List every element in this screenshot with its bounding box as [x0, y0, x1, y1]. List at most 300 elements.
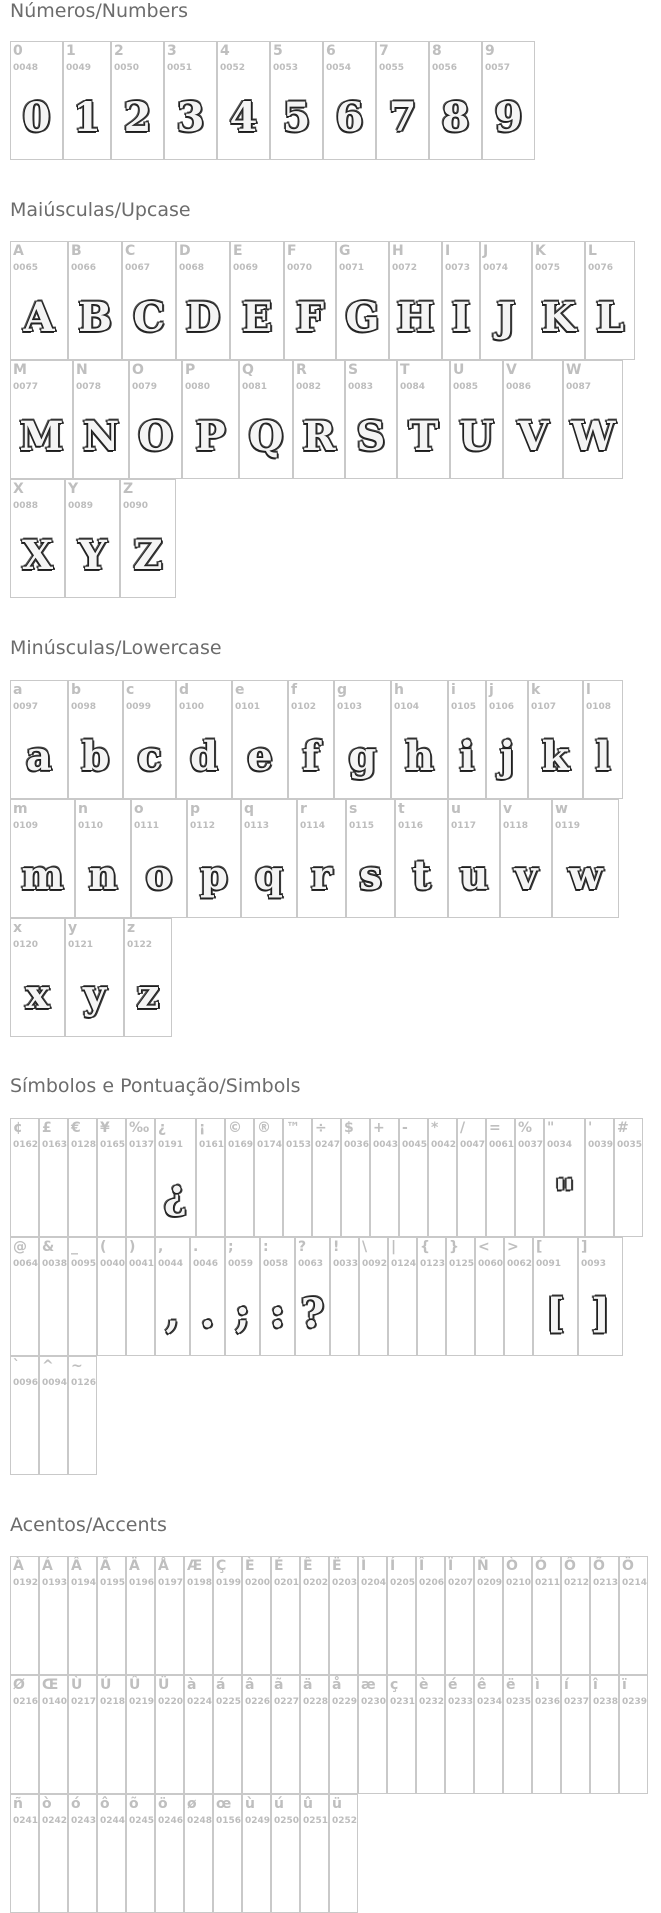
glyph-cell-0095	[68, 1237, 97, 1356]
glyph-sample	[98, 1833, 125, 1908]
glyph-sample: s	[359, 852, 382, 899]
glyph-char-label: y	[68, 920, 78, 936]
glyph-char-label: D	[179, 243, 191, 259]
glyph-code-label: 0230	[361, 1697, 387, 1707]
glyph-cell-0049	[63, 41, 111, 160]
glyph-cell-0052	[217, 41, 270, 160]
glyph-cell-0068	[176, 241, 230, 360]
glyph-code-label: 0049	[66, 63, 92, 73]
glyph-code-label: 0104	[394, 702, 420, 712]
glyph-cell-0057	[482, 41, 535, 160]
glyph-sample: F	[295, 294, 325, 341]
glyph-code-label: 0091	[536, 1259, 562, 1269]
glyph-code-label: 0035	[617, 1140, 643, 1150]
glyph-char-label: Ò	[506, 1558, 518, 1574]
glyph-code-label: 0074	[483, 263, 509, 273]
glyph-cell-0122	[124, 918, 172, 1037]
glyph-cell-0233	[445, 1675, 474, 1794]
glyph-code-label: 0124	[391, 1259, 417, 1269]
glyph-char-label: Ü	[158, 1677, 170, 1693]
glyph-sample	[127, 1833, 154, 1908]
glyph-sample: U	[459, 413, 494, 460]
glyph-char-label: {	[420, 1239, 430, 1255]
glyph-cell-0235	[503, 1675, 532, 1794]
glyph-char-label: Æ	[187, 1558, 203, 1574]
glyph-cell-0232	[416, 1675, 445, 1794]
glyph-cell-0070	[284, 241, 336, 360]
glyph-char-label: õ	[129, 1796, 139, 1812]
glyph-char-label: M	[13, 362, 27, 378]
glyph-cell-0082	[293, 360, 345, 479]
glyph-code-label: 0250	[274, 1816, 300, 1826]
glyph-code-label: 0094	[42, 1378, 68, 1388]
glyph-sample	[586, 1157, 613, 1232]
glyph-code-label: 0052	[220, 63, 246, 73]
glyph-cell-0081	[239, 360, 293, 479]
glyph-code-label: 0115	[349, 821, 375, 831]
glyph-char-label: ®	[257, 1120, 271, 1136]
glyph-cell-0065	[10, 241, 68, 360]
glyph-code-label: 0206	[419, 1578, 445, 1588]
glyph-code-label: 0083	[348, 382, 374, 392]
glyph-char-label: W	[566, 362, 582, 378]
glyph-cell-0076	[585, 241, 635, 360]
glyph-sample	[371, 1157, 398, 1232]
glyph-sample: W	[570, 413, 616, 460]
glyph-char-label: $	[344, 1120, 354, 1136]
glyph-code-label: 0070	[287, 263, 313, 273]
glyph-char-label: z	[127, 920, 136, 936]
glyph-sample: x	[25, 971, 50, 1018]
glyph-code-label: 0247	[315, 1140, 341, 1150]
glyph-sample: j	[499, 733, 515, 780]
glyph-cell-0206	[416, 1556, 445, 1675]
glyph-sample: a	[26, 733, 52, 780]
glyph-sample	[185, 1714, 212, 1789]
glyph-sample: o	[145, 852, 173, 899]
glyph-char-label: 7	[379, 43, 389, 59]
glyph-cell-0118	[500, 799, 552, 918]
glyph-code-label: 0063	[298, 1259, 324, 1269]
glyph-sample	[11, 1833, 38, 1908]
glyph-code-label: 0195	[100, 1578, 126, 1588]
glyph-sample	[214, 1714, 241, 1789]
glyph-char-label: 8	[432, 43, 442, 59]
glyph-cell-0050	[111, 41, 164, 160]
glyph-code-label: 0090	[123, 501, 149, 511]
glyph-sample: H	[396, 294, 435, 341]
glyph-code-label: 0191	[158, 1140, 184, 1150]
glyph-char-label: n	[78, 801, 88, 817]
glyph-cell-0248	[184, 1794, 213, 1913]
glyph-char-label: L	[588, 243, 597, 259]
glyph-sample	[214, 1595, 241, 1670]
glyph-code-label: 0075	[535, 263, 561, 273]
glyph-code-label: 0218	[100, 1697, 126, 1707]
glyph-sample	[475, 1595, 502, 1670]
glyph-sample: O	[138, 413, 173, 460]
glyph-cell-0072	[389, 241, 442, 360]
glyph-code-label: 0217	[71, 1697, 97, 1707]
glyph-cell-0087	[563, 360, 623, 479]
glyph-char-label: ï	[622, 1677, 627, 1693]
glyph-cell-0105	[448, 680, 486, 799]
glyph-cell-0085	[450, 360, 503, 479]
glyph-cell-0140	[39, 1675, 68, 1794]
glyph-code-label: 0085	[453, 382, 479, 392]
glyph-code-label: 0064	[13, 1259, 39, 1269]
glyph-sample	[359, 1595, 386, 1670]
glyph-code-label: 0037	[518, 1140, 544, 1150]
glyph-code-label: 0122	[127, 940, 153, 950]
glyph-char-label: à	[187, 1677, 197, 1693]
glyph-cell-0202	[300, 1556, 329, 1675]
glyph-code-label: 0055	[379, 63, 405, 73]
glyph-code-label: 0040	[100, 1259, 126, 1269]
glyph-code-label: 0204	[361, 1578, 387, 1588]
glyph-cell-0231	[387, 1675, 416, 1794]
glyph-sample: 1	[73, 94, 101, 141]
glyph-cell-0212	[561, 1556, 590, 1675]
glyph-char-label: Ó	[535, 1558, 547, 1574]
glyph-sample	[330, 1595, 357, 1670]
glyph-sample	[359, 1714, 386, 1789]
glyph-cell-0066	[68, 241, 122, 360]
glyph-char-label: \	[362, 1239, 368, 1255]
glyph-sample	[516, 1157, 543, 1232]
glyph-code-label: 0234	[477, 1697, 503, 1707]
glyph-cell-0044	[155, 1237, 190, 1356]
glyph-char-label: ì	[535, 1677, 540, 1693]
glyph-cell-0088	[10, 479, 65, 598]
glyph-char-label: ¡	[199, 1120, 206, 1136]
glyph-code-label: 0082	[296, 382, 322, 392]
glyph-char-label: h	[394, 682, 404, 698]
glyph-sample: ;	[235, 1290, 250, 1337]
glyph-cell-0048	[10, 41, 63, 160]
glyph-code-label: 0078	[76, 382, 102, 392]
glyph-char-label: K	[535, 243, 546, 259]
glyph-sample	[429, 1157, 456, 1232]
glyph-char-label: /	[460, 1120, 466, 1136]
glyph-sample	[615, 1157, 642, 1232]
glyph-sample: 7	[388, 94, 417, 141]
glyph-code-label: 0205	[390, 1578, 416, 1588]
glyph-char-label: ;	[228, 1239, 234, 1255]
glyph-cell-0251	[300, 1794, 329, 1913]
section-title-s-mbolos-e-pontua-o-simbols: Símbolos e Pontuação/Simbols	[10, 1075, 301, 1097]
glyph-cell-0229	[329, 1675, 358, 1794]
glyph-code-label: 0087	[566, 382, 592, 392]
glyph-char-label: É	[274, 1558, 284, 1574]
glyph-code-label: 0056	[432, 63, 458, 73]
glyph-sample	[272, 1595, 299, 1670]
glyph-sample	[127, 1157, 154, 1232]
glyph-cell-0092	[359, 1237, 388, 1356]
glyph-char-label: V	[506, 362, 517, 378]
glyph-char-label: Ä	[129, 1558, 140, 1574]
glyph-sample: p	[200, 852, 228, 899]
glyph-cell-0243	[68, 1794, 97, 1913]
glyph-cell-0051	[164, 41, 217, 160]
glyph-cell-0100	[176, 680, 232, 799]
glyph-sample: A	[23, 294, 55, 341]
glyph-char-label: j	[489, 682, 494, 698]
glyph-sample: :	[270, 1290, 285, 1337]
glyph-cell-0217	[68, 1675, 97, 1794]
glyph-code-label: 0207	[448, 1578, 474, 1588]
glyph-code-label: 0093	[581, 1259, 607, 1269]
glyph-code-label: 0199	[216, 1578, 242, 1588]
glyph-code-label: 0084	[400, 382, 426, 392]
glyph-code-label: 0047	[460, 1140, 486, 1150]
glyph-sample: l	[595, 733, 611, 780]
glyph-sample	[330, 1714, 357, 1789]
glyph-sample	[360, 1276, 387, 1351]
glyph-code-label: 0086	[506, 382, 532, 392]
glyph-code-label: 0044	[158, 1259, 184, 1269]
glyph-code-label: 0068	[179, 263, 205, 273]
glyph-sample	[504, 1595, 531, 1670]
glyph-code-label: 0153	[286, 1140, 312, 1150]
glyph-cell-0230	[358, 1675, 387, 1794]
glyph-sample: N	[82, 413, 120, 460]
glyph-code-label: 0210	[506, 1578, 532, 1588]
glyph-cell-0098	[68, 680, 123, 799]
glyph-code-label: 0105	[451, 702, 477, 712]
glyph-sample	[620, 1595, 647, 1670]
glyph-code-label: 0109	[13, 821, 39, 831]
glyph-char-label: ¢	[13, 1120, 23, 1136]
section-title-n-meros-numbers: Números/Numbers	[10, 0, 188, 22]
glyph-cell-0126	[68, 1356, 97, 1475]
glyph-sample: d	[190, 733, 218, 780]
glyph-char-label: s	[349, 801, 358, 817]
glyph-cell-0077	[10, 360, 73, 479]
glyph-char-label: B	[71, 243, 82, 259]
glyph-char-label: G	[339, 243, 351, 259]
glyph-code-label: 0209	[477, 1578, 503, 1588]
glyph-char-label: >	[507, 1239, 519, 1255]
glyph-sample: r	[310, 852, 333, 899]
glyph-code-label: 0072	[392, 263, 418, 273]
glyph-cell-0213	[590, 1556, 619, 1675]
glyph-sample	[69, 1595, 96, 1670]
glyph-char-label: r	[300, 801, 307, 817]
glyph-cell-0090	[120, 479, 176, 598]
glyph-cell-0216	[10, 1675, 39, 1794]
glyph-sample	[127, 1276, 154, 1351]
glyph-cell-0039	[585, 1118, 614, 1237]
glyph-char-label: Ñ	[477, 1558, 489, 1574]
glyph-char-label: v	[503, 801, 513, 817]
glyph-cell-0091	[533, 1237, 578, 1356]
glyph-code-label: 0100	[179, 702, 205, 712]
glyph-sample: w	[568, 852, 603, 899]
glyph-sample	[330, 1833, 357, 1908]
glyph-char-label: a	[13, 682, 23, 698]
glyph-sample: n	[88, 852, 118, 899]
glyph-sample	[69, 1714, 96, 1789]
glyph-code-label: 0110	[78, 821, 104, 831]
glyph-char-label: P	[185, 362, 196, 378]
glyph-code-label: 0098	[71, 702, 97, 712]
glyph-code-label: 0114	[300, 821, 326, 831]
glyph-code-label: 0120	[13, 940, 39, 950]
glyph-code-label: 0248	[187, 1816, 213, 1826]
glyph-char-label: <	[478, 1239, 490, 1255]
glyph-sample	[11, 1157, 38, 1232]
glyph-sample	[417, 1714, 444, 1789]
glyph-char-label: b	[71, 682, 82, 698]
glyph-code-label: 0106	[489, 702, 515, 712]
glyph-cell-0218	[97, 1675, 126, 1794]
glyph-sample: g	[348, 733, 377, 780]
glyph-sample	[69, 1276, 96, 1351]
glyph-code-label: 0125	[449, 1259, 475, 1269]
glyph-char-label: Ú	[100, 1677, 112, 1693]
glyph-cell-0037	[515, 1118, 544, 1237]
glyph-code-label: 0076	[588, 263, 614, 273]
glyph-sample: v	[514, 852, 538, 899]
glyph-cell-0205	[387, 1556, 416, 1675]
glyph-char-label: ó	[71, 1796, 81, 1812]
glyph-code-label: 0099	[126, 702, 152, 712]
glyph-char-label: Ã	[100, 1558, 111, 1574]
glyph-char-label: E	[233, 243, 243, 259]
glyph-char-label: ¥	[100, 1120, 110, 1136]
glyph-char-label: [	[536, 1239, 543, 1255]
glyph-char-label: Ê	[303, 1558, 313, 1574]
glyph-char-label: Ù	[71, 1677, 83, 1693]
glyph-char-label: :	[263, 1239, 269, 1255]
glyph-char-label: ]	[581, 1239, 588, 1255]
glyph-char-label: í	[564, 1677, 569, 1693]
glyph-char-label: 3	[167, 43, 177, 59]
glyph-sample	[562, 1595, 589, 1670]
glyph-char-label: t	[398, 801, 405, 817]
glyph-char-label: m	[13, 801, 28, 817]
glyph-code-label: 0053	[273, 63, 299, 73]
glyph-sample	[388, 1714, 415, 1789]
glyph-code-label: 0116	[398, 821, 424, 831]
glyph-char-label: €	[71, 1120, 81, 1136]
glyph-cell-0106	[486, 680, 528, 799]
glyph-char-label: æ	[361, 1677, 376, 1693]
glyph-char-label: S	[348, 362, 359, 378]
glyph-code-label: 0092	[362, 1259, 388, 1269]
glyph-char-label: u	[451, 801, 461, 817]
glyph-cell-0124	[388, 1237, 417, 1356]
glyph-sample: V	[517, 413, 549, 460]
glyph-cell-0053	[270, 41, 323, 160]
glyph-sample: m	[21, 852, 64, 899]
glyph-code-label: 0123	[420, 1259, 446, 1269]
glyph-cell-0197	[155, 1556, 184, 1675]
glyph-char-label: +	[373, 1120, 385, 1136]
glyph-char-label: F	[287, 243, 297, 259]
glyph-sample	[98, 1595, 125, 1670]
glyph-sample: q	[255, 852, 283, 899]
glyph-char-label: _	[71, 1239, 78, 1255]
glyph-cell-0041	[126, 1237, 155, 1356]
glyph-cell-0046	[190, 1237, 225, 1356]
glyph-char-label: ‰	[129, 1120, 150, 1136]
glyph-sample: D	[185, 294, 221, 341]
glyph-sample	[447, 1276, 474, 1351]
glyph-sample	[40, 1833, 67, 1908]
glyph-char-label: è	[419, 1677, 429, 1693]
glyph-sample: B	[78, 294, 112, 341]
glyph-code-label: 0165	[100, 1140, 126, 1150]
glyph-sample	[40, 1714, 67, 1789]
glyph-char-label: À	[13, 1558, 24, 1574]
glyph-char-label: .	[193, 1239, 199, 1255]
glyph-code-label: 0108	[586, 702, 612, 712]
glyph-code-label: 0174	[257, 1140, 283, 1150]
glyph-sample: t	[412, 852, 431, 899]
glyph-char-label: X	[13, 481, 24, 497]
glyph-sample: y	[82, 971, 107, 1018]
glyph-cell-0156	[213, 1794, 242, 1913]
glyph-char-label: !	[333, 1239, 340, 1255]
glyph-code-label: 0060	[478, 1259, 504, 1269]
glyph-cell-0101	[232, 680, 288, 799]
glyph-code-label: 0242	[42, 1816, 68, 1826]
glyph-code-label: 0117	[451, 821, 477, 831]
glyph-cell-0034	[544, 1118, 585, 1237]
glyph-cell-0207	[445, 1556, 474, 1675]
glyph-code-label: 0033	[333, 1259, 359, 1269]
glyph-sample	[156, 1833, 183, 1908]
glyph-sample: X	[21, 532, 54, 579]
glyph-char-label: '	[588, 1120, 593, 1136]
glyph-sample	[243, 1714, 270, 1789]
glyph-cell-0246	[155, 1794, 184, 1913]
glyph-sample	[504, 1714, 531, 1789]
glyph-code-label: 0097	[13, 702, 39, 712]
glyph-code-label: 0197	[158, 1578, 184, 1588]
glyph-sample	[418, 1276, 445, 1351]
glyph-cell-0195	[97, 1556, 126, 1675]
glyph-cell-0094	[39, 1356, 68, 1475]
glyph-sample: 0	[22, 94, 51, 141]
glyph-sample	[156, 1595, 183, 1670]
glyph-sample	[11, 1595, 38, 1670]
glyph-char-label: ^	[42, 1358, 54, 1374]
glyph-code-label: 0246	[158, 1816, 184, 1826]
glyph-sample: 4	[229, 94, 258, 141]
glyph-cell-0084	[397, 360, 450, 479]
glyph-sample	[40, 1157, 67, 1232]
glyph-char-label: f	[291, 682, 298, 698]
glyph-sample	[284, 1157, 311, 1232]
glyph-char-label: é	[448, 1677, 458, 1693]
glyph-cell-0236	[532, 1675, 561, 1794]
glyph-code-label: 0045	[402, 1140, 428, 1150]
glyph-cell-0226	[242, 1675, 271, 1794]
glyph-cell-0043	[370, 1118, 399, 1237]
glyph-char-label: Å	[158, 1558, 169, 1574]
glyph-cell-0244	[97, 1794, 126, 1913]
glyph-char-label: ë	[506, 1677, 516, 1693]
glyph-code-label: 0102	[291, 702, 317, 712]
glyph-sample: e	[247, 733, 273, 780]
glyph-char-label: *	[431, 1120, 439, 1136]
glyph-sample	[313, 1157, 340, 1232]
glyph-code-label: 0088	[13, 501, 39, 511]
glyph-char-label: û	[303, 1796, 313, 1812]
